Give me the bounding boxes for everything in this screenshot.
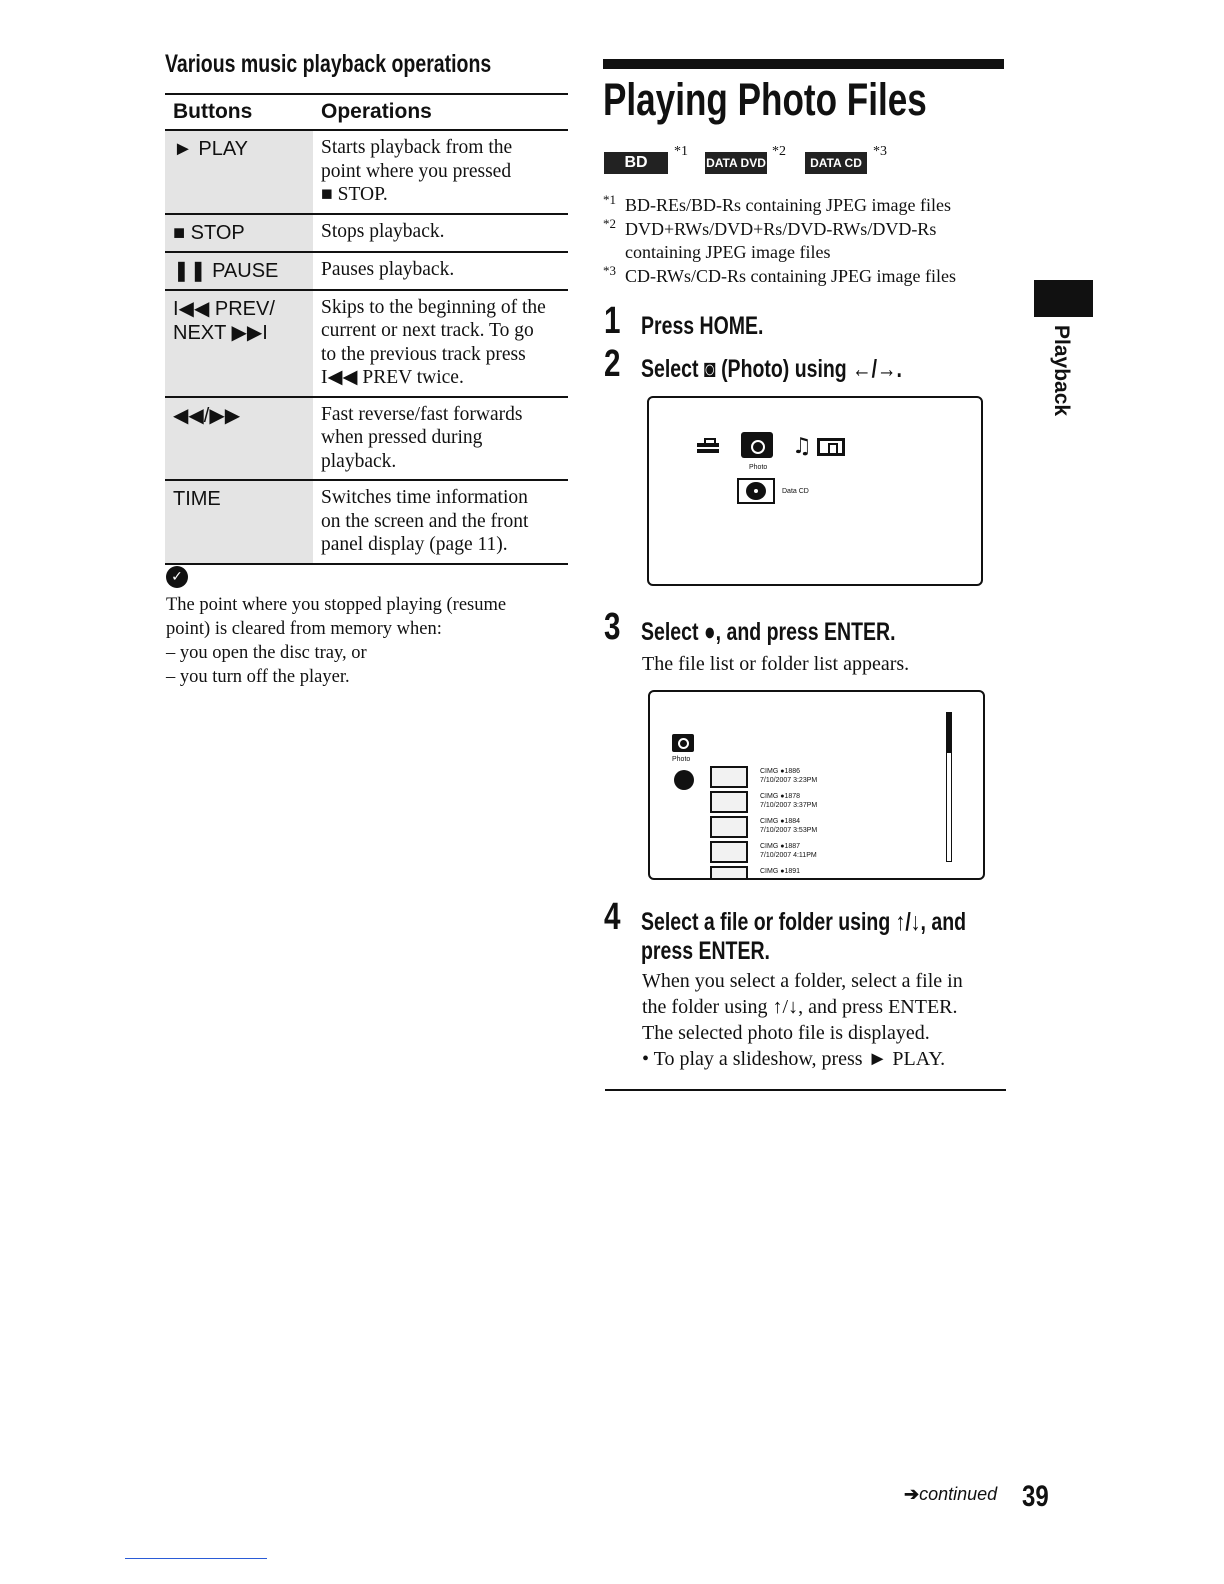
table-row bbox=[165, 214, 568, 252]
file-thumbnail[interactable] bbox=[710, 766, 748, 788]
file-name: CIMG ●1884 bbox=[760, 818, 801, 825]
badge-note: *1 bbox=[674, 144, 688, 159]
button-label: ◀◀/▶▶ bbox=[173, 404, 241, 427]
section-heading: Various music playback operations bbox=[165, 50, 492, 78]
column-header-operations: Operations bbox=[313, 94, 568, 130]
continued-text: continued bbox=[919, 1484, 998, 1504]
table-row bbox=[165, 290, 568, 397]
footnote bbox=[603, 194, 1003, 218]
operation-text: Stops playback. bbox=[321, 220, 445, 242]
badge-note: *3 bbox=[873, 144, 887, 159]
step-text: Select ◙ (Photo) using ←/→. bbox=[641, 355, 902, 383]
home-menu-screen bbox=[647, 396, 983, 586]
scrollbar[interactable] bbox=[946, 712, 952, 862]
footnote-mark: *3 bbox=[603, 262, 616, 278]
bd-badge: BD bbox=[604, 152, 668, 174]
operation-text: Fast reverse/fast forwards bbox=[321, 403, 523, 425]
file-thumbnail[interactable] bbox=[710, 791, 748, 813]
button-label: ❚❚ PAUSE bbox=[173, 259, 279, 282]
operation-cell bbox=[313, 290, 568, 397]
button-label: ■ STOP bbox=[173, 221, 245, 244]
button-cell bbox=[165, 290, 313, 397]
file-name: CIMG ●1891 bbox=[760, 868, 801, 875]
file-thumbnail[interactable] bbox=[710, 841, 748, 863]
button-label: ► PLAY bbox=[173, 138, 249, 160]
footnote bbox=[603, 262, 1003, 289]
footnote-text: BD-REs/BD-Rs containing JPEG image files bbox=[625, 195, 951, 215]
operation-text: I◀◀ PREV twice. bbox=[321, 367, 464, 388]
data-cd-badge: DATA CD bbox=[805, 152, 867, 174]
button-cell bbox=[165, 214, 313, 252]
table-row bbox=[165, 130, 568, 214]
operation-cell bbox=[313, 214, 568, 252]
footnote bbox=[603, 215, 1003, 265]
step-body: the folder using ↑/↓, and press ENTER. bbox=[642, 996, 958, 1018]
page-number: 39 bbox=[1022, 1480, 1049, 1513]
section-tab-label: Playback bbox=[1050, 325, 1073, 417]
button-cell bbox=[165, 130, 313, 214]
badge-note: *2 bbox=[772, 144, 786, 159]
photo-label: Photo bbox=[749, 464, 768, 471]
footnote-text: DVD+RWs/DVD+Rs/DVD-RWs/DVD-Rs containing JPEG image files bbox=[625, 218, 937, 262]
operation-text: Starts playback from the bbox=[321, 137, 513, 158]
step-number: 3 bbox=[604, 606, 621, 648]
file-date: 7/10/2007 3:53PM bbox=[760, 827, 818, 834]
step-text: Select a file or folder using ↑/↓, and bbox=[641, 908, 967, 936]
hint-icon: ✓ bbox=[166, 566, 188, 588]
page-title: Playing Photo Files bbox=[603, 74, 927, 125]
operation-text: ■ STOP. bbox=[321, 184, 388, 205]
operation-text: Pauses playback. bbox=[321, 258, 455, 280]
hint-line: The point where you stopped playing (resume bbox=[166, 595, 507, 615]
disc-item[interactable] bbox=[737, 478, 775, 504]
button-label: TIME bbox=[173, 488, 221, 510]
operation-text: to the previous track press bbox=[321, 343, 526, 365]
table-row bbox=[165, 480, 568, 564]
step-body: • To play a slideshow, press ► PLAY. bbox=[642, 1048, 946, 1070]
step-number: 2 bbox=[604, 343, 621, 385]
step-number: 4 bbox=[604, 896, 621, 938]
step-body: The file list or folder list appears. bbox=[642, 653, 910, 675]
file-name: CIMG ●1886 bbox=[760, 768, 801, 775]
operation-text: point where you pressed bbox=[321, 160, 512, 182]
button-label: I◀◀ PREV/ bbox=[173, 297, 275, 320]
file-date: 7/10/2007 4:11PM bbox=[760, 852, 817, 859]
decorative-line bbox=[125, 1558, 267, 1559]
hint-line: – you turn off the player. bbox=[166, 667, 350, 687]
footnotes bbox=[603, 194, 1003, 288]
step-number: 1 bbox=[604, 300, 621, 342]
operation-text: when pressed during bbox=[321, 427, 483, 448]
photo-label: Photo bbox=[672, 756, 691, 763]
music-icon: ♫ bbox=[792, 434, 812, 459]
hint-line: point) is cleared from memory when: bbox=[166, 619, 442, 639]
operation-cell bbox=[313, 130, 568, 214]
operation-cell bbox=[313, 252, 568, 290]
video-icon bbox=[817, 438, 845, 456]
operations-table bbox=[165, 93, 568, 565]
file-name: CIMG ●1878 bbox=[760, 793, 801, 800]
button-cell bbox=[165, 480, 313, 564]
operation-text: on the screen and the front bbox=[321, 510, 529, 532]
title-bar bbox=[603, 59, 1004, 69]
settings-icon bbox=[697, 438, 719, 454]
file-list-screen bbox=[648, 690, 985, 880]
section-tab-marker bbox=[1034, 280, 1093, 317]
photo-icon bbox=[672, 734, 694, 752]
continued-label: ➔continued bbox=[904, 1484, 998, 1504]
operation-text: panel display (page 11). bbox=[321, 534, 508, 555]
file-date: 7/10/2007 3:23PM bbox=[760, 777, 818, 784]
operation-text: current or next track. To go bbox=[321, 320, 534, 341]
photo-icon[interactable] bbox=[741, 432, 773, 458]
operation-text: Skips to the beginning of the bbox=[321, 296, 546, 318]
file-date: 7/10/2007 3:37PM bbox=[760, 802, 818, 809]
step-text: press ENTER. bbox=[641, 937, 770, 965]
footnote-mark: *2 bbox=[603, 215, 616, 231]
step-body: When you select a folder, select a file in bbox=[642, 970, 963, 992]
button-cell bbox=[165, 397, 313, 481]
operation-cell bbox=[313, 397, 568, 481]
file-thumbnail[interactable] bbox=[710, 866, 748, 880]
hint-line: – you open the disc tray, or bbox=[166, 643, 367, 663]
file-name: CIMG ●1887 bbox=[760, 843, 801, 850]
operation-cell bbox=[313, 480, 568, 564]
button-cell bbox=[165, 252, 313, 290]
column-header-buttons: Buttons bbox=[165, 94, 313, 130]
step-text: Press HOME. bbox=[641, 312, 764, 340]
file-thumbnail[interactable] bbox=[710, 816, 748, 838]
data-cd-label: Data CD bbox=[782, 488, 809, 495]
operation-text: Switches time information bbox=[321, 487, 528, 508]
disc-icon bbox=[674, 770, 694, 790]
footnote-text: CD-RWs/CD-Rs containing JPEG image files bbox=[625, 265, 956, 286]
hint-text bbox=[166, 593, 566, 689]
button-label: NEXT ▶▶I bbox=[173, 321, 268, 344]
table-row bbox=[165, 252, 568, 290]
data-dvd-badge: DATA DVD bbox=[705, 152, 767, 174]
step-text: Select ●, and press ENTER. bbox=[641, 618, 896, 646]
operation-text: playback. bbox=[321, 450, 397, 472]
step-body: The selected photo file is displayed. bbox=[642, 1022, 930, 1044]
table-row bbox=[165, 397, 568, 481]
footnote-mark: *1 bbox=[603, 192, 616, 207]
divider bbox=[605, 1089, 1006, 1091]
